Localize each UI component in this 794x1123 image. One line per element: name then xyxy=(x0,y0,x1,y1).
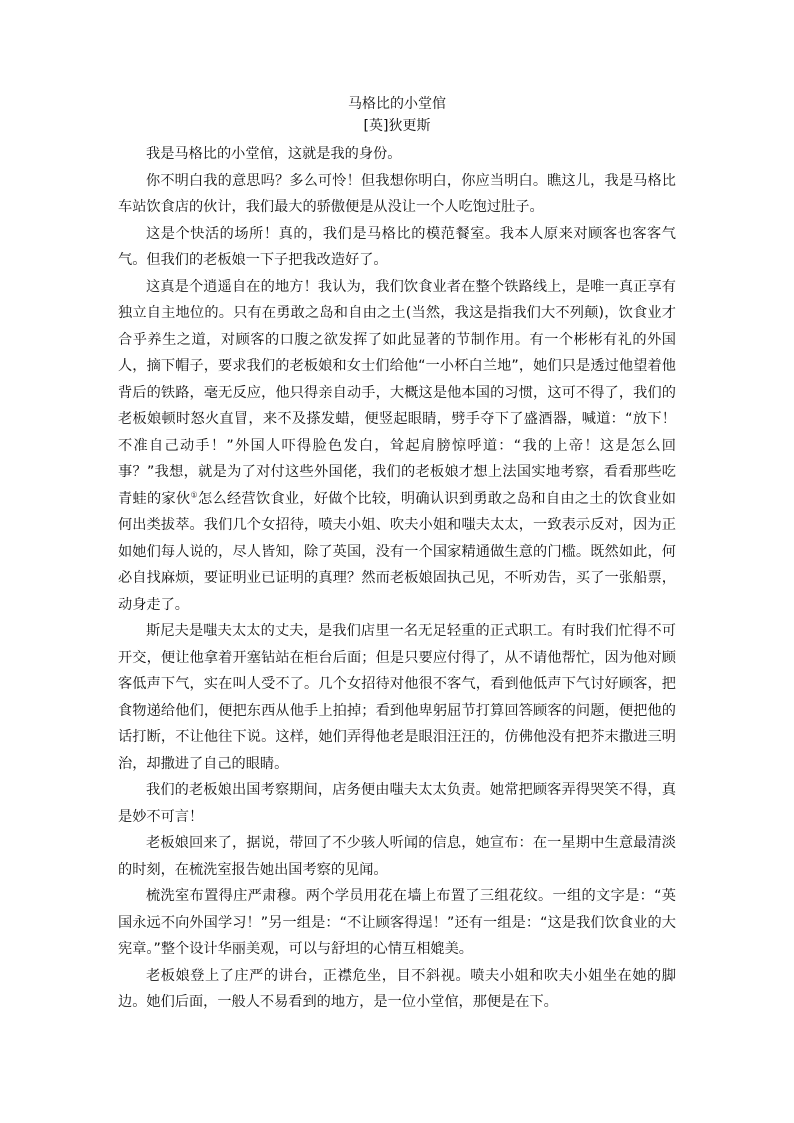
paragraph-7: 老板娘回来了，据说，带回了不少骇人听闻的信息，她宣布：在一星期中生意最清淡的时刻，在梳洗室报告她出国考察的见闻。 xyxy=(118,835,676,878)
document-page xyxy=(118,93,676,1016)
paragraph-4-part-1: 这真是个逍遥自在的地方！我认为，我们饮食业者在整个铁路线上，是唯一真正享有独立自主地位的。只有在勇敢之岛和自由之土(当然，我这是指我们大不列颠)，饮食业才合乎养生之道，对顾客的口腹之欲发挥了如此显著的节制作用。有一个彬彬有礼的外国人，摘下帽子，要求我们的老板娘和女士们给他“一小杯白兰地”，她们只是透过他望着他背后的铁路，毫无反应，他只得亲自动手，大概这是他本国的习惯，这可不得了，我们的老板娘顿时怒火直冒，来不及搽发蜡，便竖起眼睛，劈手夺下了盛酒器，喊道：“放下！不准自己动手！”外国人吓得脸色发白，耸起肩膀惊呼道：“我的上帝！这是怎么回事？”我想，就是为了对付这些外国佬，我们的老板娘才想上法国实地考察，看看那些吃青蛙的家伙 xyxy=(118,278,676,507)
footnote-marker: ① xyxy=(190,489,198,499)
paragraph-5: 斯尼夫是嗤夫太太的丈夫，是我们店里一名无足轻重的正式职工。有时我们忙得不可开交，便让他拿着开塞钻站在柜台后面；但是只要应付得了，从不请他帮忙，因为他对顾客低声下气，实在叫人受不了。几个女招待对他很不客气，看到他低声下气讨好顾客，把食物递给他们，便把东西从他手上拍掉；看到他卑躬屈节打算回答顾客的问题，便把他的话打断，不让他往下说。这样，她们弄得他老是眼泪汪汪的，仿佛他没有把芥末撒进三明治，却撒进了自己的眼睛。 xyxy=(118,623,676,772)
article-author: [英]狄更斯 xyxy=(363,118,431,134)
paragraph-4-part-2: 怎么经营饮食业，好做个比较，明确认识到勇敢之岛和自由之土的饮食业如何出类拔萃。我们几个女招待，喷夫小姐、吹夫小姐和嗤夫太太，一致表示反对，因为正如她们每人说的，尽人皆知，除了英国，没有一个国家精通做生意的门槛。既然如此，何必自找麻烦，要证明业已证明的真理？然而老板娘固执己见，不听劝告，买了一张船票，动身走了。 xyxy=(118,490,676,613)
paragraph-1: 我是马格比的小堂倌，这就是我的身份。 xyxy=(146,146,402,162)
paragraph-2: 你不明白我的意思吗？多么可怜！但我想你明白，你应当明白。瞧这儿，我是马格比车站饮食店的伙计，我们最大的骄傲便是从没让一个人吃饱过肚子。 xyxy=(118,172,676,215)
paragraph-4 xyxy=(118,274,676,619)
article-title: 马格比的小堂倌 xyxy=(348,96,446,112)
paragraph-9: 老板娘登上了庄严的讲台，正襟危坐，目不斜视。喷夫小姐和吹夫小姐坐在她的脚边。她们后面，一般人不易看到的地方，是一位小堂倌，那便是在下。 xyxy=(118,967,676,1010)
paragraph-6: 我们的老板娘出国考察期间，店务便由嗤夫太太负责。她常把顾客弄得哭笑不得，真是妙不可言！ xyxy=(118,782,676,825)
paragraph-3: 这是个快活的场所！真的，我们是马格比的模范餐室。我本人原来对顾客也客客气气。但我们的老板娘一下子把我改造好了。 xyxy=(118,225,676,268)
paragraph-8: 梳洗室布置得庄严肃穆。两个学员用花在墙上布置了三组花纹。一组的文字是：“英国永远不向外国学习！”另一组是：“不让顾客得逞！”还有一组是：“这是我们饮食业的大宪章。”整个设计华丽美观，可以与舒坦的心情互相媲美。 xyxy=(118,888,676,957)
